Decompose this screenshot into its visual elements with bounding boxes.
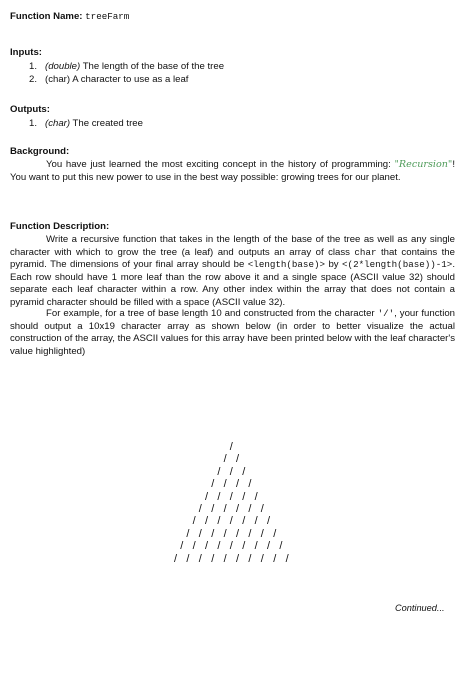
code-leaf-char: '/' [377,308,395,319]
list-number: 2. [29,73,38,85]
code-length-base: <length(base)> [247,259,325,271]
input-description: The length of the base of the tree [80,61,225,72]
tree-leaf: / [192,540,196,553]
background-heading: Background: [10,146,70,157]
list-number: 1. [29,118,38,129]
tree-leaf: / [217,490,221,503]
outputs-heading: Outputs: [10,104,50,115]
tree-leaf: / [211,503,215,515]
tree-leaf: / [242,465,246,478]
recursion-word: "Recursion" [394,159,453,170]
tree-leaf: / [205,490,209,503]
tree-leaf: / [217,465,221,478]
tree-leaf: / [260,552,264,565]
tree-leaf: / [285,552,289,565]
tree-leaf: / [174,552,178,565]
description-text: Write a recursive function that takes in the length of the base of the tree as well as any single character with which to grow the tree (a leaf) and outputs an array of class [10,234,455,258]
tree-leaf: / [248,478,252,491]
inputs-list [29,61,449,86]
input-description: A character to use as a leaf [70,73,189,85]
tree-leaf: / [223,503,227,515]
tree-leaf: / [192,515,196,528]
tree-leaf: / [242,490,246,503]
tree-pyramid [150,442,320,568]
tree-leaf: / [211,527,215,540]
tree-leaf: / [236,453,240,466]
description-paragraph-1 [10,234,455,310]
tree-leaf: / [229,441,233,453]
description-heading: Function Description: [10,221,110,232]
description-text: , your function should output a 10x19 character array as shown below (in order to better visualize the actual construction of the array, the ASCII values for this array have been printed below with the leaf character's value highlighted) [10,308,455,357]
tree-leaf: / [236,527,240,540]
tree-leaf: / [205,540,209,553]
tree-leaf: / [223,478,227,491]
background-paragraph [10,159,455,184]
tree-leaf: / [260,503,264,515]
tree-leaf: / [267,540,271,553]
code-char: char [354,246,377,258]
inputs-heading: Inputs: [10,47,42,58]
tree-leaf: / [248,503,252,515]
tree-leaf: / [223,453,227,466]
function-name-value: treeFarm [85,11,130,22]
tree-leaf: / [254,515,258,528]
tree-leaf: / [217,515,221,528]
tree-leaf: / [236,552,240,565]
tree-leaf: / [279,540,283,553]
tree-leaf: / [205,515,209,528]
tree-leaf: / [273,527,277,540]
tree-leaf: / [229,540,233,553]
tree-leaf: / [254,490,258,503]
outputs-list [29,118,449,131]
tree-leaf: / [229,465,233,478]
tree-leaf: / [229,515,233,528]
tree-leaf: / [217,540,221,553]
tree-leaf: / [248,527,252,540]
continued-label: Continued... [395,603,445,613]
tree-leaf: / [186,527,190,540]
background-text: You have just learned the most exciting concept in the history of programming: [46,159,391,170]
tree-leaf: / [242,540,246,553]
description-paragraph-2 [10,308,455,358]
tree-leaf: / [223,527,227,540]
code-width-formula: <(2*length(base))-1> [342,259,453,271]
tree-leaf: / [223,552,227,565]
description-text: For example, for a tree of base length 10 and constructed from the character [46,308,378,319]
tree-leaf: / [198,503,202,515]
tree-leaf: / [260,527,264,540]
tree-leaf: / [236,478,240,491]
list-number: 1. [29,61,38,72]
outputs-item-1 [29,118,449,131]
tree-leaf: / [254,540,258,553]
tree-leaf: / [267,515,271,528]
tree-leaf: / [236,503,240,515]
description-text: . Each row should have 1 more leaf than the row above it and a single space (ASCII value 32) should separate each leaf character within a row. Any other index within the array that does not contain a pyramid character should be filled with a space (ASCII value 32). [10,259,455,308]
tree-leaf: / [211,478,215,491]
function-name-line [10,11,460,24]
output-description: The created tree [70,118,143,129]
background-text-continued: ! You want to put this new power to use in the best way possible: growing trees for our planet. [10,159,455,183]
tree-leaf: / [242,515,246,528]
description-text: that contains the pyramid. The dimensions of your final array should be [10,246,455,271]
tree-leaf: / [211,552,215,565]
inputs-item-2 [29,74,449,87]
function-name-label: Function Name: [10,11,83,22]
input-type: (double) [45,61,81,72]
tree-leaf: / [273,552,277,565]
tree-leaf: / [198,552,202,565]
tree-leaf: / [248,552,252,565]
tree-leaf: / [180,540,184,553]
description-text: by [325,259,343,271]
tree-leaf: / [198,527,202,540]
tree-leaf: / [186,552,190,565]
output-type: (char) [45,118,71,129]
input-type: (char) [45,73,71,85]
inputs-item-1 [29,61,449,74]
tree-leaf: / [229,490,233,503]
